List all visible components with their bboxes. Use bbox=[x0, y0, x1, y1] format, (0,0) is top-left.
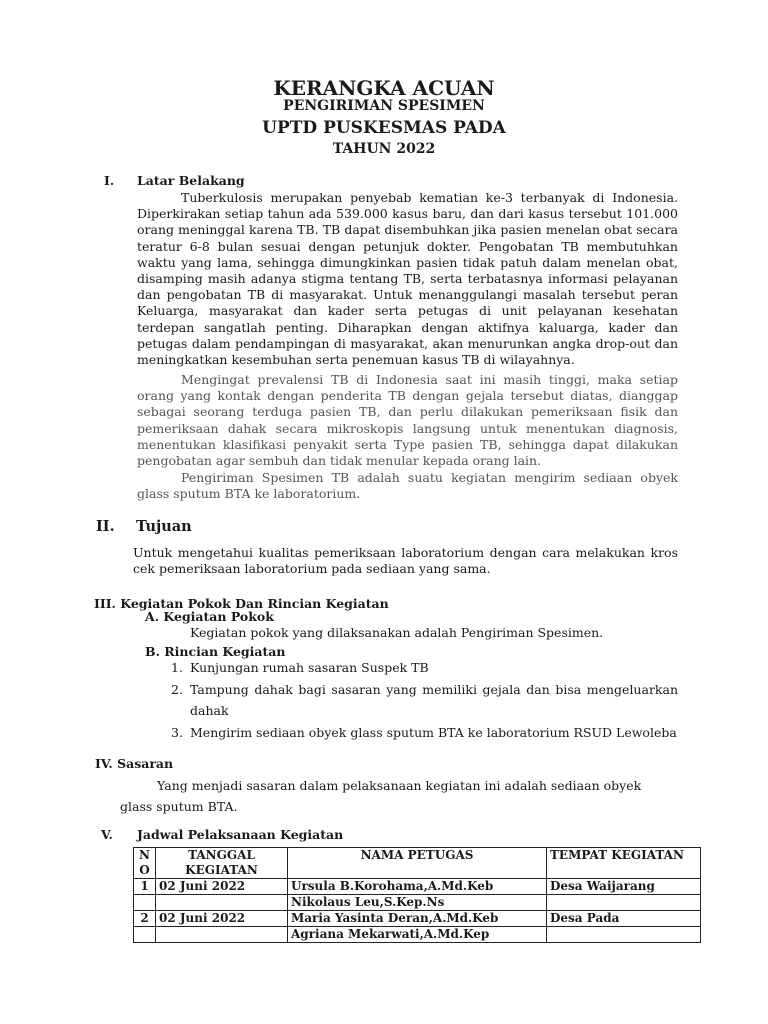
section1-title: Latar Belakang bbox=[137, 173, 245, 188]
section3-title: III. Kegiatan Pokok Dan Rincian Kegiatan bbox=[94, 596, 389, 611]
cell-nama: Ursula B.Korohama,A.Md.Keb bbox=[288, 879, 547, 895]
text-line: Pengiriman Spesimen TB adalah suatu kegiatan mengirim sediaan obyek bbox=[181, 470, 678, 485]
text-line: sebagai seorang terduga pasien TB, dan perlu dilakukan pemeriksaan fisik dan bbox=[137, 404, 678, 420]
cell-nama: Maria Yasinta Deran,A.Md.Keb bbox=[288, 911, 547, 927]
text-line: menentukan klasifikasi penyakit serta Type pasien TB, sehingga dapat dilakukan bbox=[137, 436, 678, 452]
cell-nama: Nikolaus Leu,S.Kep.Ns bbox=[288, 895, 547, 911]
section1-number: I. bbox=[104, 173, 115, 188]
cell-no bbox=[134, 927, 156, 943]
section2-title: Tujuan bbox=[136, 518, 192, 535]
list-item: Tampung dahak bagi sasaran yang memiliki gejala dan bisa mengeluarkan bbox=[190, 682, 678, 697]
section1-paragraph-1 bbox=[137, 190, 678, 368]
cell-tempat bbox=[547, 895, 701, 911]
section1-paragraph-2 bbox=[137, 372, 678, 469]
section5-title: Jadwal Pelaksanaan Kegiatan bbox=[137, 827, 344, 842]
list-item-continuation: dahak bbox=[190, 703, 229, 718]
text-line: Untuk mengetahui kualitas pemeriksaan laboratorium dengan cara melakukan kros bbox=[133, 545, 678, 560]
text-line: cek pemeriksaan laboratorium pada sediaan yang sama. bbox=[133, 561, 491, 577]
header-tempat-kegiatan: TEMPAT KEGIATAN bbox=[547, 848, 701, 879]
section5-number: V. bbox=[101, 827, 113, 842]
text-line: petugas dalam pendampingan di masyarakat, akan menurunkan angka drop-out dan bbox=[137, 335, 678, 351]
section4-line-2: glass sputum BTA. bbox=[120, 799, 238, 814]
list-item-number: 1. bbox=[171, 660, 183, 675]
text-line: dan pengobatan TB di masyarakat. Untuk menanggulangi masalah tersebut peran bbox=[137, 287, 678, 303]
text-line: Keluarga, masyarakat dan kader serta petugas di unit pelayanan kesehatan bbox=[137, 303, 678, 319]
section3-a-text: Kegiatan pokok yang dilaksanakan adalah Pengiriman Spesimen. bbox=[190, 625, 604, 640]
section4-line-1: Yang menjadi sasaran dalam pelaksanaan kegiatan ini adalah sediaan obyek bbox=[157, 778, 642, 793]
list-item: Kunjungan rumah sasaran Suspek TB bbox=[190, 660, 429, 675]
institution-name: UPTD PUSKESMAS PADA bbox=[262, 118, 506, 138]
cell-no bbox=[134, 895, 156, 911]
schedule-table bbox=[133, 847, 701, 943]
table-row bbox=[134, 927, 701, 943]
list-item-number: 2. bbox=[171, 682, 183, 697]
header-no: N O bbox=[134, 848, 156, 879]
section4-title: IV. Sasaran bbox=[95, 756, 174, 771]
cell-no: 2 bbox=[134, 911, 156, 927]
text-line: Mengingat prevalensi TB di Indonesia saat ini masih tinggi, maka setiap bbox=[181, 372, 678, 387]
section3-a-label: A. Kegiatan Pokok bbox=[145, 609, 274, 624]
header-nama-petugas: NAMA PETUGAS bbox=[288, 848, 547, 879]
cell-no: 1 bbox=[134, 879, 156, 895]
text-line: teratur 6-8 bulan sesuai dengan petunjuk dokter. Pengobatan TB membutuhkan bbox=[137, 238, 678, 254]
text-line: waktu yang lama, sehingga dimungkinkan pasien tidak patuh dalam menelan obat, bbox=[137, 254, 678, 270]
cell-nama: Agriana Mekarwati,A.Md.Kep bbox=[288, 927, 547, 943]
cell-tanggal bbox=[156, 927, 288, 943]
table-header-row bbox=[134, 848, 701, 879]
text-line: glass sputum BTA ke laboratorium. bbox=[137, 486, 361, 502]
section2-paragraph bbox=[133, 545, 678, 577]
cell-tempat: Desa Waijarang bbox=[547, 879, 701, 895]
section1-paragraph-3 bbox=[137, 470, 678, 502]
text-line: disamping masih adanya stigma tentang TB, serta terbatasnya informasi pelayanan bbox=[137, 271, 678, 287]
cell-tempat: Desa Pada bbox=[547, 911, 701, 927]
text-line: Diperkirakan setiap tahun ada 539.000 kasus baru, dan dari kasus tersebut 101.000 bbox=[137, 206, 678, 222]
document-year: TAHUN 2022 bbox=[332, 141, 436, 157]
cell-tanggal: 02 Juni 2022 bbox=[156, 911, 288, 927]
text-line: pengobatan agar sembuh dan tidak menular kepada orang lain. bbox=[137, 453, 542, 469]
header-tanggal: TANGGAL KEGIATAN bbox=[156, 848, 288, 879]
table-row bbox=[134, 911, 701, 927]
text-line: orang meninggal karena TB. TB dapat disembuhkan jika pasien menelan obat secara bbox=[137, 222, 678, 238]
text-line: terdepan sangatlah penting. Diharapkan dengan aktifnya kaluarga, kader dan bbox=[137, 319, 678, 335]
cell-tempat bbox=[547, 927, 701, 943]
list-item: Mengirim sediaan obyek glass sputum BTA ke laboratorium RSUD Lewoleba bbox=[190, 725, 677, 740]
document-title: KERANGKA ACUAN bbox=[273, 76, 495, 100]
table-row bbox=[134, 895, 701, 911]
text-line: pemeriksaan dahak secara mikroskopis langsung untuk menentukan diagnosis, bbox=[137, 420, 678, 436]
text-line: meningkatkan kesembuhan serta penemuan kasus TB di wilayahnya. bbox=[137, 352, 575, 368]
table-row bbox=[134, 879, 701, 895]
cell-tanggal bbox=[156, 895, 288, 911]
list-item-number: 3. bbox=[171, 725, 183, 740]
text-line: orang yang kontak dengan penderita TB dengan gejala tersebut diatas, dianggap bbox=[137, 388, 678, 404]
text-line: Tuberkulosis merupakan penyebab kematian ke-3 terbanyak di Indonesia. bbox=[181, 190, 678, 205]
document-subtitle: PENGIRIMAN SPESIMEN bbox=[283, 98, 485, 114]
section2-number: II. bbox=[96, 518, 115, 535]
section3-b-label: B. Rincian Kegiatan bbox=[145, 644, 286, 659]
cell-tanggal: 02 Juni 2022 bbox=[156, 879, 288, 895]
